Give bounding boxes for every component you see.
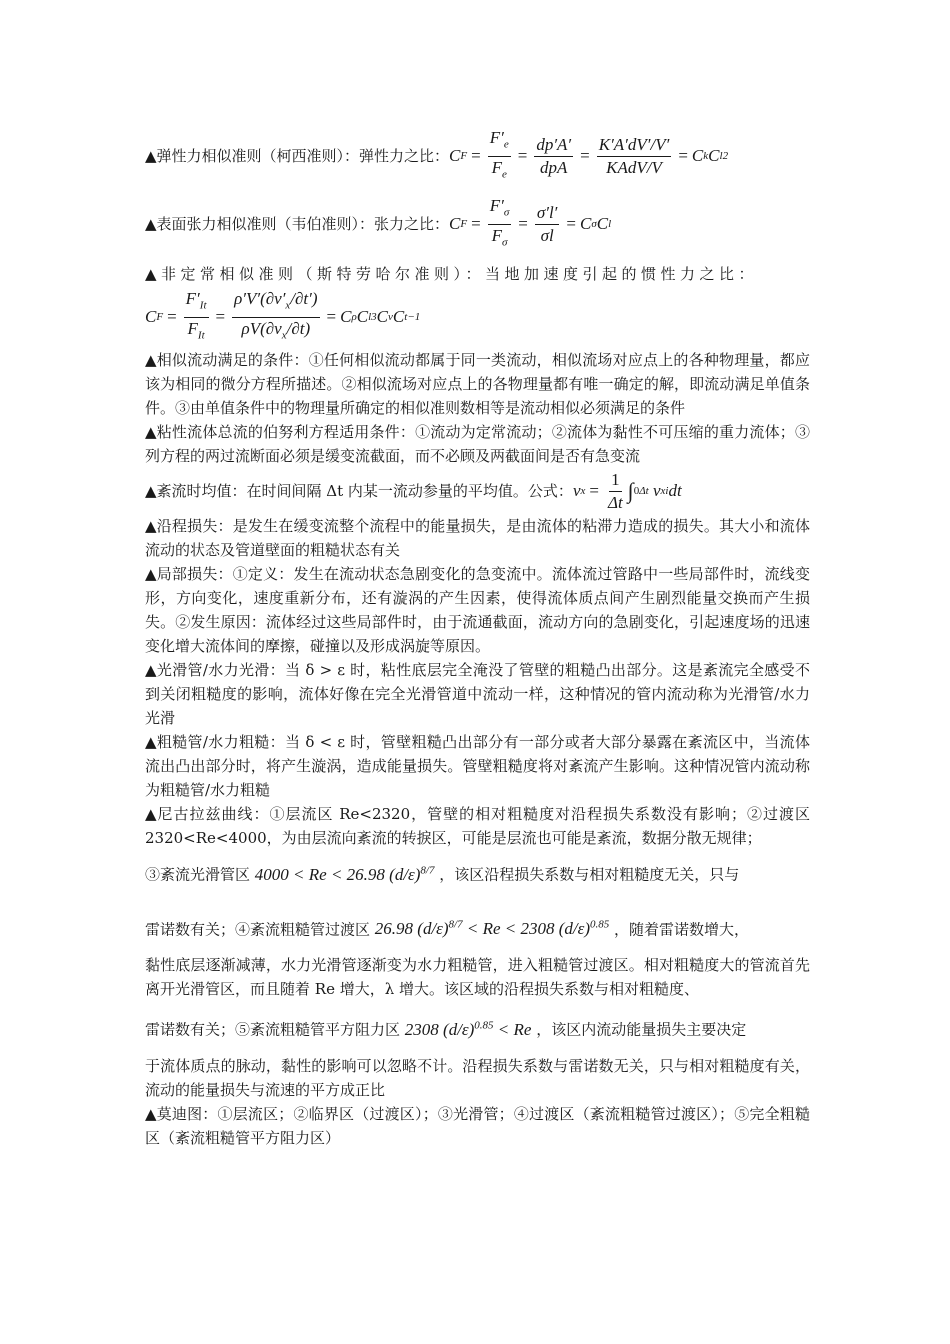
surface-tension-formula: C F = $\frac{F'_\sigma}{F_\sigma}$ = $\frac{\sigma'l'}{\sigma l}$ = C σ C l xyxy=(449,196,612,248)
turbulent-mean-label: ▲紊流时均值：在时间间隔 Δt 内某一流动参量的平均值。公式： xyxy=(145,482,573,500)
rough-pipe: ▲粗糙管/水力粗糙：当 δ < ε 时，管壁粗糙凸出部分有一部分或者大部分暴露在紊流区中，当流体流出凸出部分时，将产生漩涡，造成能量损失。管壁粗糙度将对紊流产生影响。这种情况管内流动称为粗糙管/水力粗糙 xyxy=(145,733,810,799)
similar-flow-conditions: ▲相似流动满足的条件：①任何相似流动都属于同一类流动，相似流场对应点上的各种物理量，都应该为相同的微分方程所描述。②相似流场对应点上的各物理量都有唯一确定的解，即流动满足单值条件。③由单值条件中的物理量所确定的相似准则数相等是流动相似必须满足的条件 xyxy=(145,351,810,417)
zone5-formula: 2308 $(d/\varepsilon)^{0.85} < Re$ xyxy=(404,1019,532,1039)
zone3-formula: 4000 < Re < 26.98 $(d/\varepsilon)^{8/7}$ xyxy=(254,864,435,884)
surface-tension-label: ▲表面张力相似准则（韦伯准则）：张力之比： xyxy=(145,215,450,233)
nikuradse-zone4: 雷诺数有关；④紊流粗糙管过渡区 26.98 $(d/\varepsilon)^{8/7} < Re < 2308$ $(d/\varepsilon)^{0.85}$ ，随着雷诺数增大， xyxy=(145,918,750,939)
nikuradse-zone5-detail: 于流体质点的脉动，黏性的影响可以忽略不计。沿程损失系数与雷诺数无关，只与相对粗糙度有关，流动的能量损失与流速的平方成正比 xyxy=(145,1056,810,1099)
friction-loss: ▲沿程损失：是发生在缓变流整个流程中的能量损失，是由流体的粘滞力造成的损失。其大小和流体流动的状态及管道壁面的粗糙状态有关 xyxy=(145,517,810,559)
moody-chart-note: ▲莫迪图：①层流区；②临界区（过渡区）；③光滑管；④过渡区（紊流粗糙管过渡区）；⑤完全粗糙区（紊流粗糙管平方阻力区） xyxy=(145,1104,810,1147)
elastic-criterion-formula: C F = $\frac{F'_e}{F_e}$ = $\frac{dp'A'}{\text{dpA}}$ = $\frac{K'A'dV'/V'}{\text{KAdV/V}}$ = C k C l 2 xyxy=(449,128,729,180)
smooth-pipe: ▲光滑管/水力光滑：当 δ > ε 时，粘性底层完全淹没了管壁的粗糙凸出部分。这是紊流完全感受不到关闭粗糙度的影响，流体好像在完全光滑管道中流动一样，这种情况的管内流动称为光滑管/水力光滑 xyxy=(145,661,810,727)
nikuradse-zone3: ③紊流光滑管区 4000 < Re < 26.98 $(d/\varepsilon)^{8/7}$ ，该区沿程损失系数与相对粗糙度无关，只与 xyxy=(145,864,740,884)
turbulent-mean xyxy=(145,468,810,514)
unsteady-criterion-formula: C F = $\frac{F'_{It}}{F_{It}}$ = $\frac{\rho'V'(\partial v'_x/\partial t')}{\rho V(\partial v_x/\partial t)}$ = C ρ C l 3 C v C t −1 xyxy=(145,289,421,341)
elastic-criterion xyxy=(145,126,810,186)
turbulent-mean-formula: v x = $\frac{1}{\Delta t}$ ∫ 0 Δt v xi dt xyxy=(572,469,682,512)
local-loss: ▲局部损失：①定义：发生在流动状态急剧变化的急变流中。流体流过管路中一些局部件时，流线变形，方向变化，速度重新分布，还有漩涡的产生因素，使得流体质点间产生剧烈能量交换而产生损失。②发生原因：流体经过这些局部件时，由于流通截面，流动方向的急剧变化，引起速度场的迅速变化增大流体间的摩擦，碰撞以及形成涡旋等原因。 xyxy=(145,565,810,655)
unsteady-criterion-label: ▲非定常相似准则（斯特劳哈尔准则）：当地加速度引起的惯性力之比： xyxy=(145,265,759,283)
nikuradse-intro: ▲尼古拉兹曲线：①层流区 Re<2320，管壁的相对粗糙度对沿程损失系数没有影响；②过渡区 2320<Re<4000，为由层流向紊流的转捩区，可能是层流也可能是紊流，数据分散无规律； xyxy=(145,805,810,847)
nikuradse-zone5: 雷诺数有关；⑤紊流粗糙管平方阻力区 2308 $(d/\varepsilon)^{0.85} < Re$ ，该区内流动能量损失主要决定 xyxy=(145,1019,747,1039)
bernoulli-conditions: ▲粘性流体总流的伯努利方程适用条件：①流动为定常流动；②流体为黏性不可压缩的重力流体；③列方程的两过流断面必须是缓变流截面，而不必顾及两截面间是否有急变流 xyxy=(145,423,810,465)
document-page xyxy=(145,126,810,1150)
zone4-formula: 26.98 $(d/\varepsilon)^{8/7} < Re < 2308$ $(d/\varepsilon)^{0.85}$ xyxy=(374,918,610,939)
elastic-criterion-label: ▲弹性力相似准则（柯西准则）：弹性力之比： xyxy=(145,147,450,165)
nikuradse-zone4-detail: 黏性底层逐渐减薄，水力光滑管逐渐变为水力粗糙管，进入粗糙管过渡区。相对粗糙度大的管流首先离开光滑管区，而且随着 Re 增大，λ 增大。该区域的沿程损失系数与相对粗糙度、 xyxy=(145,956,810,999)
surface-tension-criterion xyxy=(145,196,810,252)
